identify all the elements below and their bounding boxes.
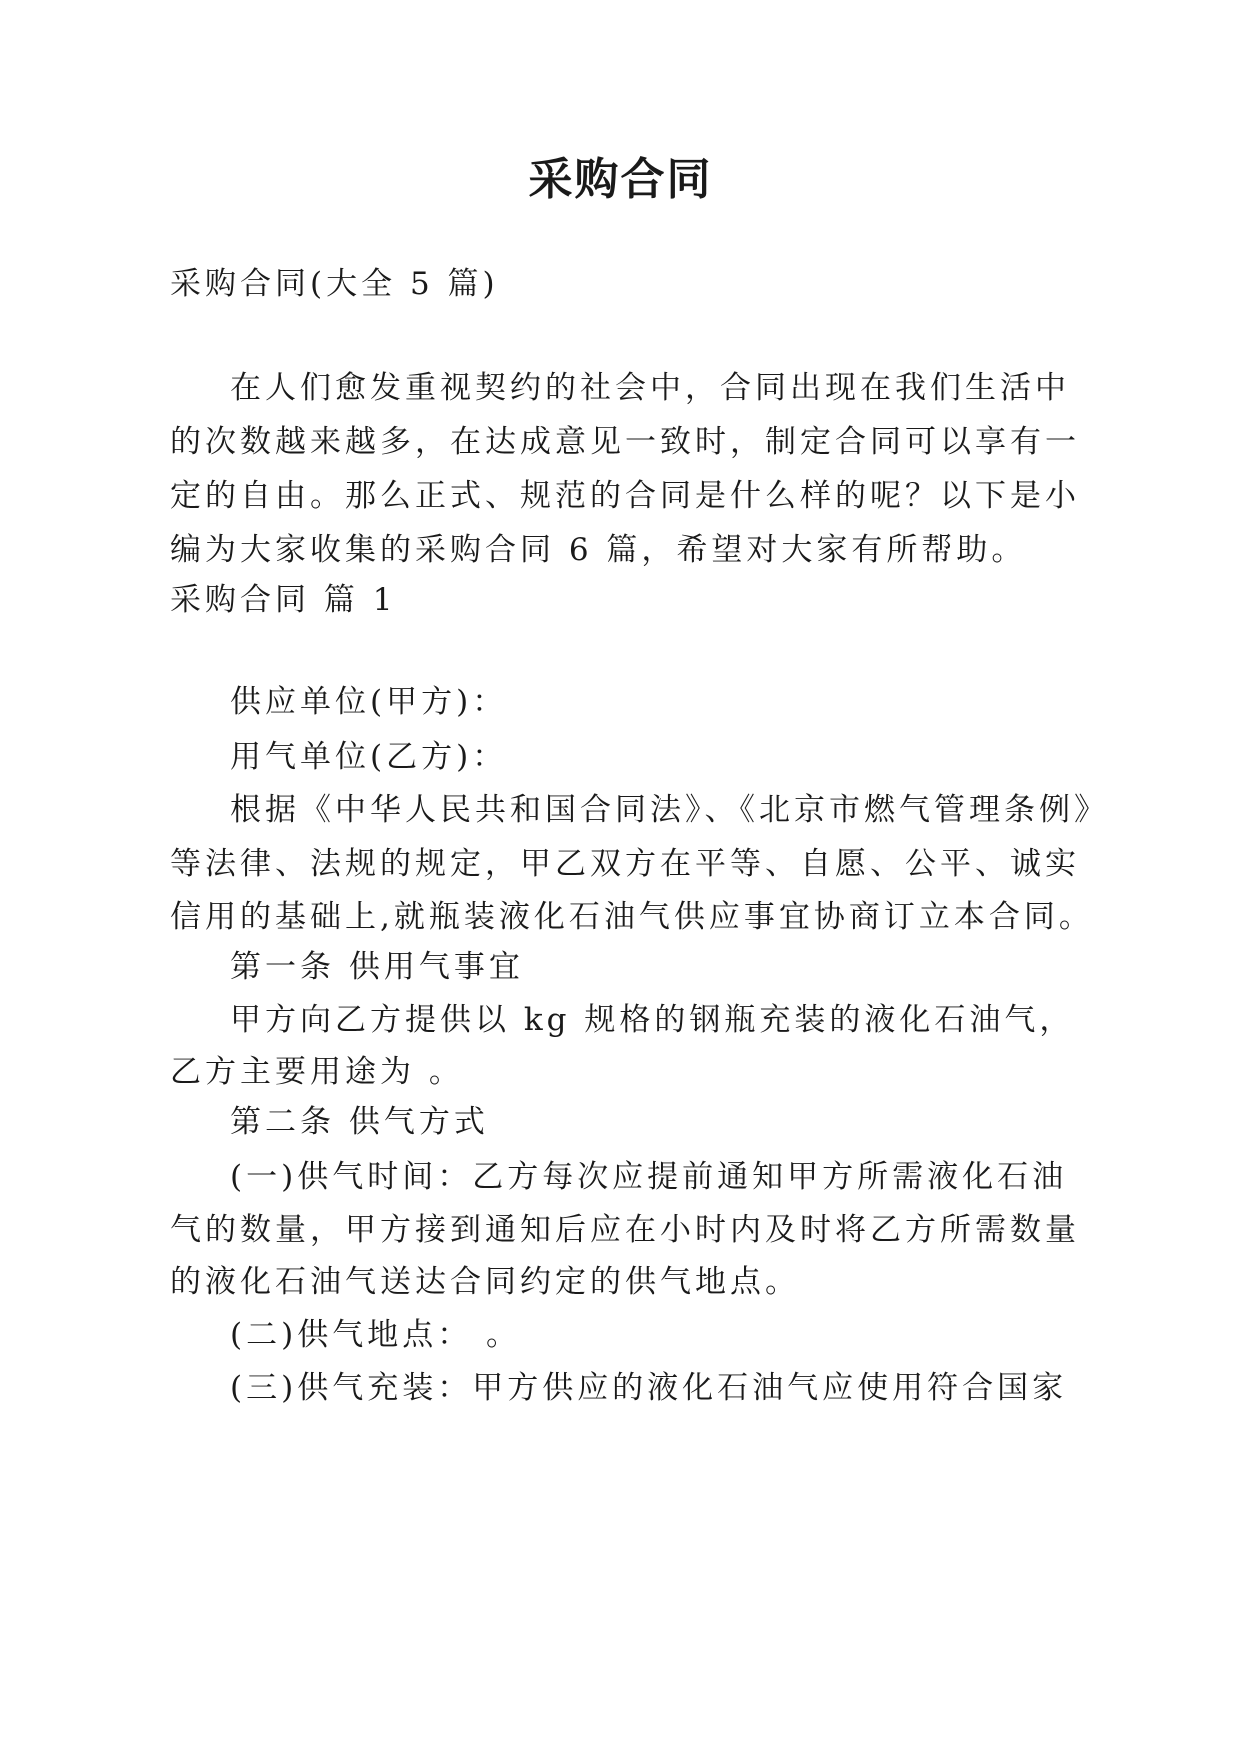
supply-location-line: (二)供气地点： 。 [230, 1317, 522, 1353]
supply-time-line-2: 气的数量，甲方接到通知后应在小时内及时将乙方所需数量 [170, 1212, 1080, 1248]
article-2-heading: 第二条 供气方式 [230, 1104, 489, 1140]
supply-filling-line: (三)供气充装：甲方供应的液化石油气应使用符合国家 [230, 1370, 1068, 1406]
intro-line-1: 在人们愈发重视契约的社会中，合同出现在我们生活中 [230, 370, 1070, 406]
intro-line-2: 的次数越来越多，在达成意见一致时，制定合同可以享有一 [170, 424, 1080, 460]
section-heading: 采购合同 篇 1 [170, 582, 397, 618]
article-1-line-1: 甲方向乙方提供以 kg 规格的钢瓶充装的液化石油气， [230, 1002, 1075, 1038]
document-subtitle: 采购合同(大全 5 篇) [170, 266, 499, 302]
party-a-line: 供应单位(甲方)： [230, 684, 508, 720]
page-title: 采购合同 [528, 154, 713, 205]
basis-line-1: 根据《中华人民共和国合同法》、《北京市燃气管理条例》 [230, 792, 1109, 828]
intro-line-3: 定的自由。那么正式、规范的合同是什么样的呢？以下是小 [170, 478, 1080, 514]
intro-line-4: 编为大家收集的采购合同 6 篇，希望对大家有所帮助。 [170, 532, 1027, 568]
supply-time-line-3: 的液化石油气送达合同约定的供气地点。 [170, 1264, 800, 1300]
party-b-line: 用气单位(乙方)： [230, 739, 508, 775]
article-1-line-2: 乙方主要用途为 。 [170, 1054, 464, 1090]
supply-time-line-1: (一)供气时间：乙方每次应提前通知甲方所需液化石油 [230, 1159, 1068, 1195]
basis-line-2: 等法律、法规的规定，甲乙双方在平等、自愿、公平、诚实 [170, 846, 1080, 882]
article-1-heading: 第一条 供用气事宜 [230, 949, 524, 985]
basis-line-3: 信用的基础上,就瓶装液化石油气供应事宜协商订立本合同。 [170, 899, 1094, 935]
